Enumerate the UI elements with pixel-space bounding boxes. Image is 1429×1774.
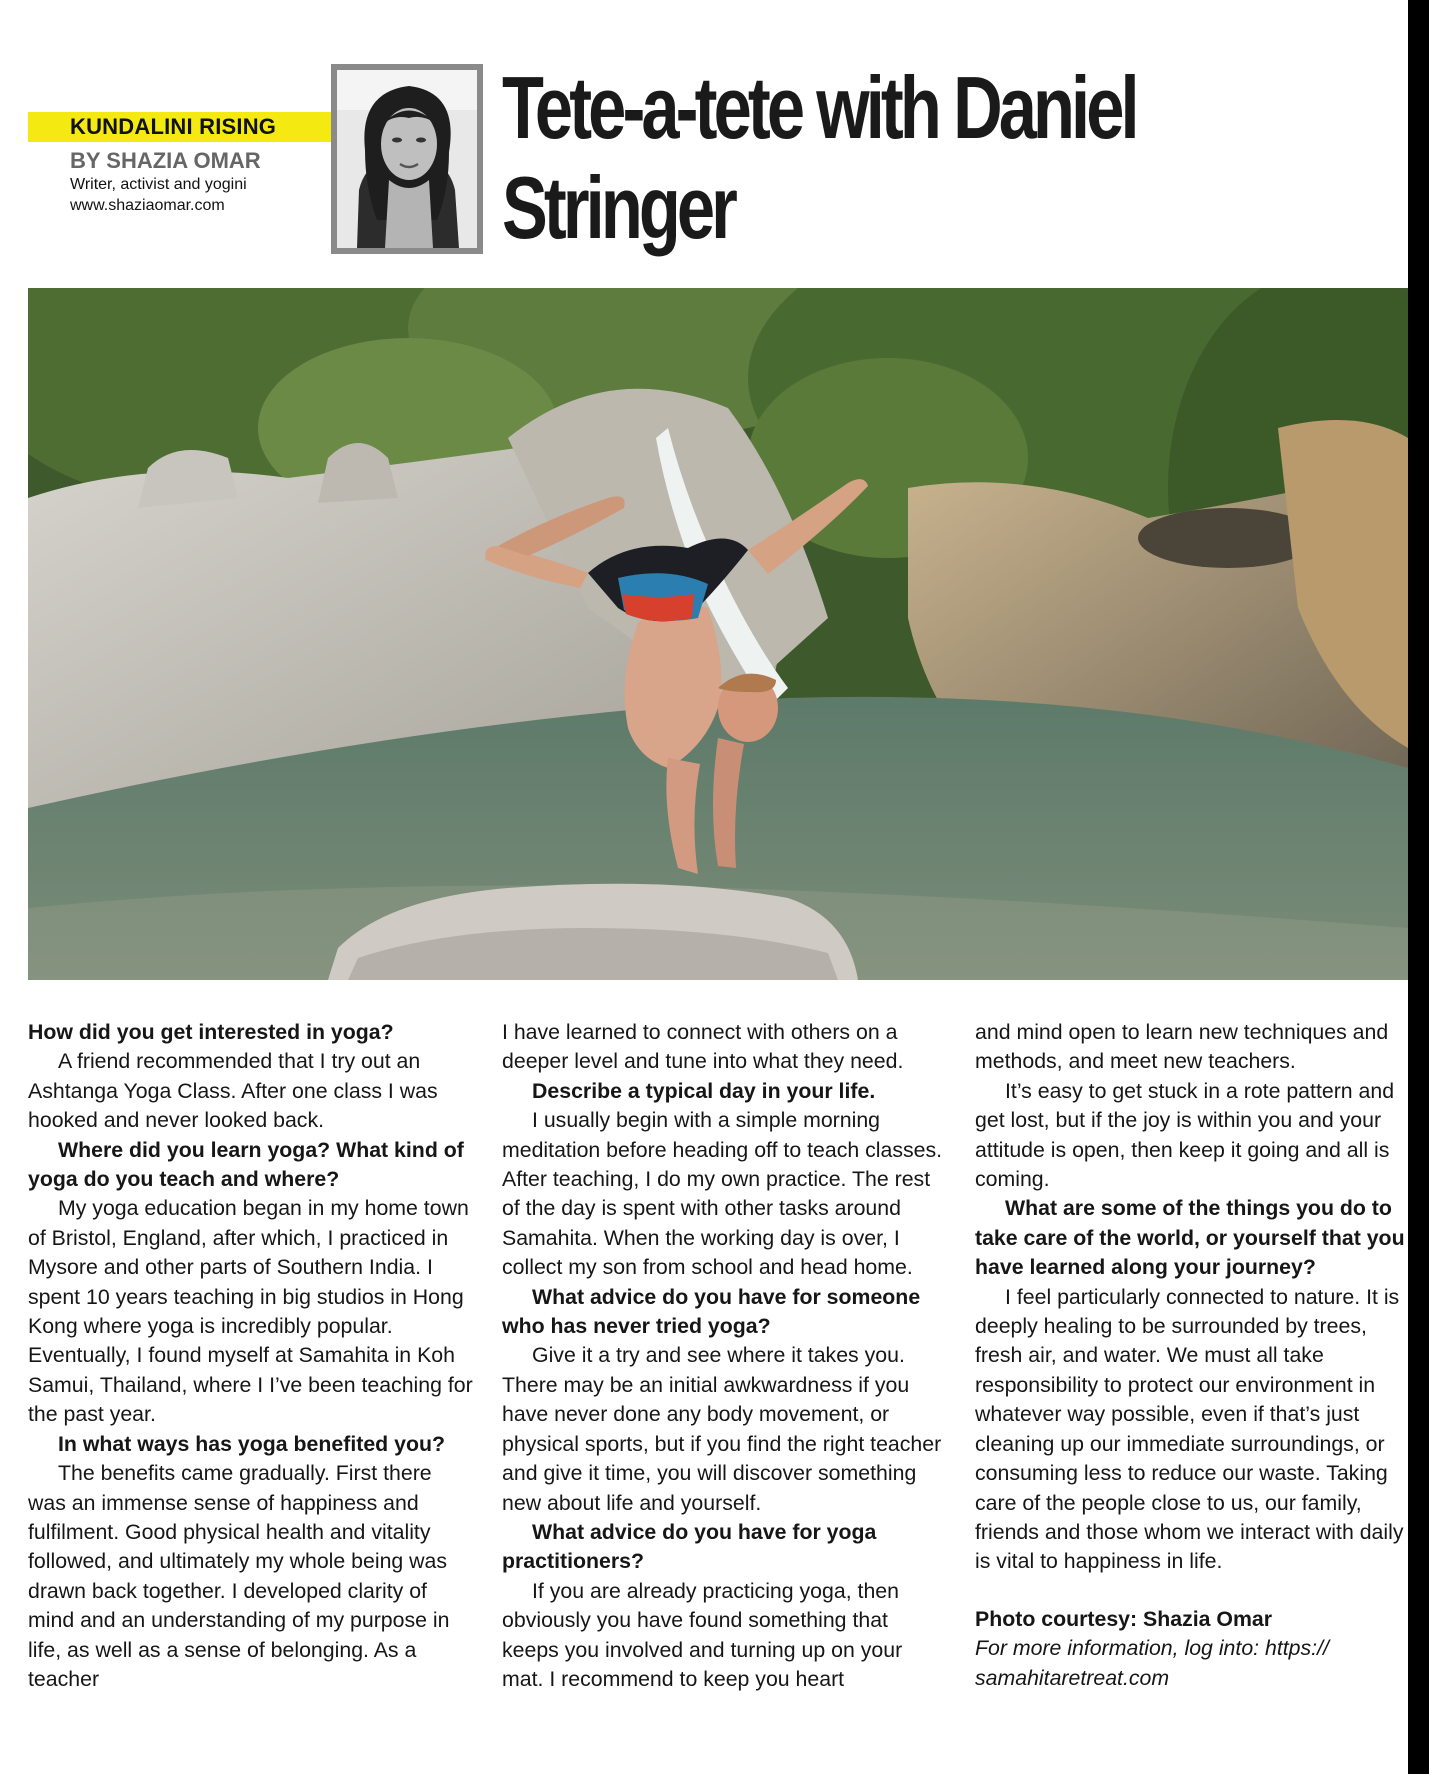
answer: If you are already practicing yoga, then obviously you have found something that keeps you involved and turning up on your mat. I recommend to keep you heart — [502, 1578, 903, 1691]
answer: It’s easy to get stuck in a rote pattern and get lost, but if the joy is within you and your attitude is open, then keep it going and all is coming. — [975, 1078, 1395, 1192]
byline — [70, 148, 310, 216]
author-name: BY SHAZIA OMAR — [70, 148, 261, 173]
answer: and mind open to learn new techniques and methods, and meet new teachers. — [975, 1020, 1389, 1074]
author-role: Writer, activist and yogini — [70, 176, 247, 193]
column-tag — [28, 112, 331, 142]
answer: I have learned to connect with others on a deeper level and tune into what they need. — [502, 1020, 904, 1074]
hero-photo — [28, 288, 1408, 980]
question: Where did you learn yoga? What kind of yoga do you teach and where? — [28, 1137, 464, 1192]
more-info-link[interactable]: For more information, log into: https:// samahitaretreat.com — [975, 1636, 1329, 1690]
answer: A friend recommended that I try out an Ashtanga Yoga Class. After one class I was hooked and never looked back. — [28, 1049, 438, 1133]
answer: My yoga education began in my home town of Bristol, England, after which, I practiced in Mysore and other parts of Southern India. I spent 10 years teaching in big studios in Hong Kong where yoga is incredibly popular. Eventually, I found myself at Samahita in Koh Samui, Thailand, where I I’ve been teaching for the past year. — [28, 1196, 473, 1427]
article-column-1 — [28, 1018, 473, 1694]
author-site: www.shaziaomar.com — [70, 197, 225, 214]
answer: I feel particularly connected to nature. It is deeply healing to be surrounded by trees, fresh air, and water. We must all take responsibility to protect our environment in whatever way possible, even if that’s just cleaning up our immediate surroundings, or consuming less to reduce our waste. Taking care of the people close to us, our family, friends and those whom we interact with daily is vital to happiness in life. — [975, 1284, 1404, 1574]
article-column-2 — [502, 1018, 947, 1694]
headline — [502, 58, 1136, 258]
question: What advice do you have for someone who has never tried yoga? — [502, 1284, 921, 1339]
question: What are some of the things you do to take care of the world, or yourself that you have learned along your journey? — [975, 1196, 1405, 1280]
question: Describe a typical day in your life. — [532, 1078, 876, 1103]
author-portrait — [331, 64, 483, 254]
photo-credit: Photo courtesy: Shazia Omar — [975, 1606, 1273, 1631]
headline-line-2: Stringer — [502, 158, 734, 257]
question: How did you get interested in yoga? — [28, 1020, 394, 1044]
question: In what ways has yoga benefited you? — [58, 1431, 445, 1456]
answer: I usually begin with a simple morning meditation before heading off to teach classes. After teaching, I do my own practice. The rest of the day is spent with other tasks around Samahita. When the working day is over, I collect my son from school and head home. — [502, 1108, 943, 1280]
answer: The benefits came gradually. First there was an immense sense of happiness and fulfilment. Good physical health and vitality followed, and ultimately my whole being was drawn back together. I developed clarity of mind and an understanding of my purpose in life, as well as a sense of belonging. As a teacher — [28, 1461, 450, 1691]
question: What advice do you have for yoga practitioners? — [502, 1519, 877, 1574]
column-tag-label: KUNDALINI RISING — [70, 114, 277, 139]
answer: Give it a try and see where it takes you. There may be an initial awkwardness if you have never done any body movement, or physical sports, but if you find the right teacher and give it time, you will discover something new about life and yourself. — [502, 1343, 942, 1515]
headline-line-1: Tete-a-tete with Daniel — [502, 58, 1136, 157]
article-column-3 — [975, 1018, 1420, 1693]
